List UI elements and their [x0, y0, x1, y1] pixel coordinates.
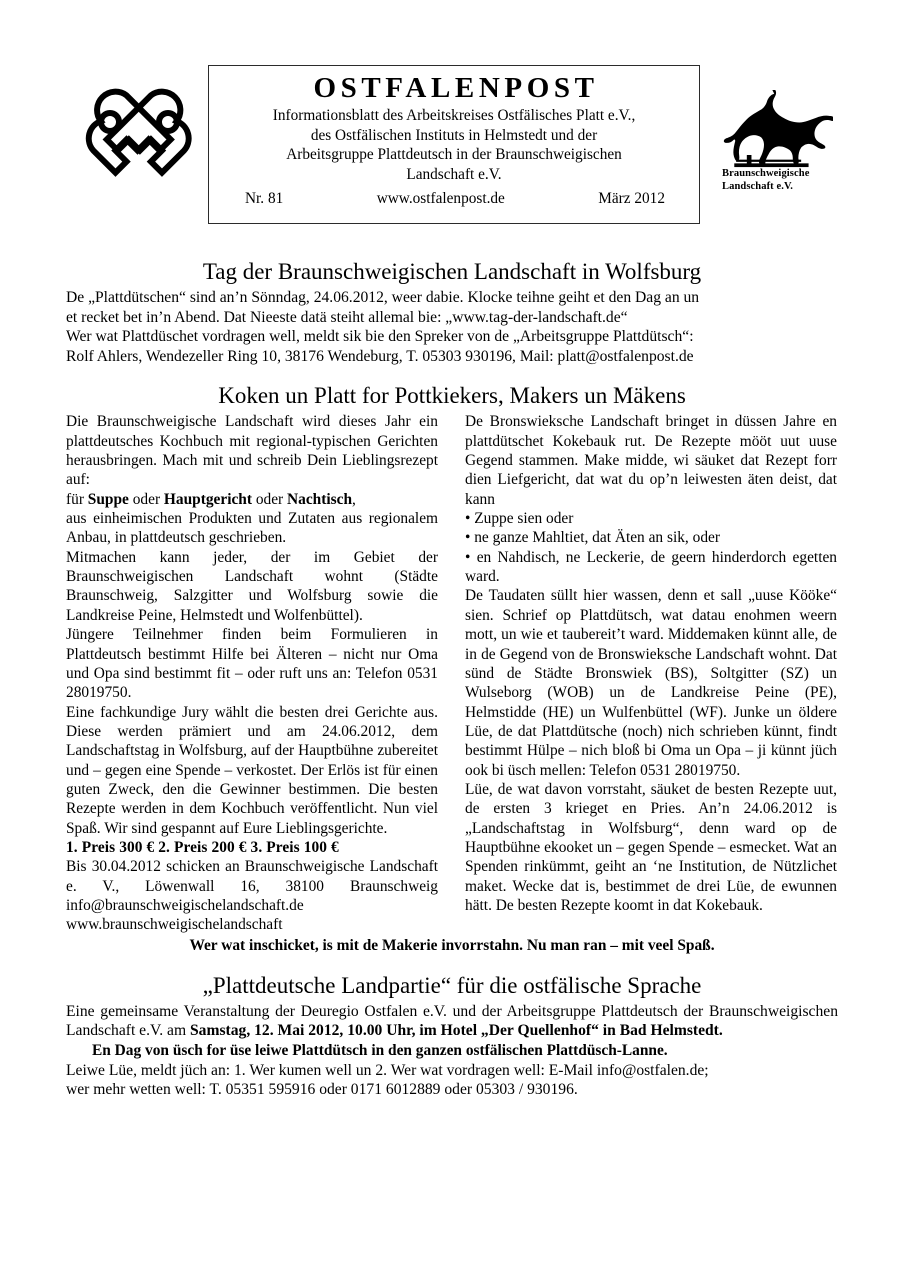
article-3-title: „Plattdeutsche Landpartie“ für die ostfälische Sprache [202, 972, 702, 998]
article-1-line-1: De „Plattdütschen“ sind an’n Sönndag, 24.06.2012, weer dabie. Klocke teihne geiht et den Dag an un [66, 289, 700, 306]
right-bullet-1: • Zuppe sien oder [465, 510, 574, 528]
subtitle-line-1: Informationsblatt des Arbeitskreises Ostfälisches Platt e.V., [272, 107, 636, 124]
dish-type-suppe: Suppe [87, 490, 129, 508]
left-p3: aus einheimischen Produkten und Zutaten aus regionalem Anbau, in plattdeutsch geschrieben. [66, 510, 438, 547]
issue-date: März 2012 [598, 190, 665, 208]
subtitle-line-4: Landschaft e.V. [406, 165, 502, 183]
issue-info-row [209, 184, 699, 208]
left-p2-suffix: , [352, 490, 356, 508]
logo-org-line-1: Braunschweigische [722, 168, 810, 179]
dish-type-hauptgericht: Hauptgericht [163, 490, 252, 508]
publication-title: OSTFALENPOST [313, 72, 599, 104]
left-p7-address: Bis 30.04.2012 schicken an Braunschweigische Landschaft e. V., Löwenwall 16, 38100 Braunschweig info@braunschweigischelandschaft.de [66, 858, 438, 914]
left-column [66, 412, 438, 934]
article-2-footer: Wer wat inschicket, is mit de Makerie invorrstahn. Nu man ran – mit veel Spaß. [189, 936, 715, 954]
article-1-line-2: et recket bet in’n Abend. Dat Nieeste datä steiht allemal bie: „www.tag-der-landschaft.de“ [66, 308, 628, 326]
masthead [0, 62, 904, 242]
right-bullet-2: • ne ganze Mahltiet, dat Äten an sik, oder [465, 529, 720, 547]
article-3-intro [66, 1002, 838, 1042]
right-p2: De Taudaten süllt hier wassen, denn et sall „uuse Kööke“ sien. Schrief op Plattdütsch, wat datau enohmen weern mott, un wie et taubereit’t ward. Middemaken künnt alle, de in de Gegend von de Bronswieksche Landschaft wohnt. Dat sünd de Städte Bronswiek (BS), Soltgitter (SZ) un Wulseborg (WOB) un de Landkreise Peine (PE), Helmstidde (HE) un Wulfenbüttel (WF). Junke un öldere Lüe, de dat Plattdütsche (noch) nich schrieben künnt, findt bestimmt Hülpe – nich bloß bi Oma un Opa – ji künnt jüch ook bi üsch mellen: Telefon 0531 28019750. [465, 587, 837, 779]
issue-number: Nr. 81 [245, 190, 284, 208]
left-p1: Die Braunschweigische Landschaft wird dieses Jahr ein plattdeutsches Kochbuch mit regional-typischen Gerichten herausbringen. Mach mit und schreib Dein Lieblingsrezept auf: [66, 413, 438, 489]
right-bullet-3: • en Nahdisch, ne Leckerie, de geern hinderdorch egetten ward. [465, 548, 837, 586]
website-url[interactable]: www.ostfalenpost.de [376, 190, 505, 208]
article-3-line-1: Leiwe Lüe, meldt jüch an: 1. Wer kumen well un 2. Wer wat vordragen well: E-Mail info@ostfalen.de; [66, 1061, 709, 1079]
article-3-event-details: Samstag, 12. Mai 2012, 10.00 Uhr, im Hotel „Der Quellenhof“ in Bad Helmstedt. [190, 1022, 723, 1040]
publication-subtitle [209, 105, 699, 184]
rearing-horse-icon [712, 88, 842, 168]
article-1-title: Tag der Braunschweigischen Landschaft in Wolfsburg [202, 259, 702, 284]
two-column-block [66, 412, 838, 934]
left-p4: Mitmachen kann jeder, der im Gebiet der Braunschweigischen Landschaft wohnt (Städte Braunschweig, Salzgitter und Wolfsburg sowie die Landkreise Peine, Helmstedt und Wolfenbüttel). [66, 548, 438, 624]
article-3-slogan: En Dag von üsch for üse leiwe Plattdütsch in den ganzen ostfälischen Plattdüsch-Lanne. [92, 1042, 668, 1060]
right-column [465, 412, 837, 934]
right-p3: Lüe, de wat davon vorrstaht, säuket de besten Rezepte uut, de ersten 3 krieget en Pries. An’n 24.06.2012 is „Landschaftstag in Wolfsburg“, denn ward op de Hauptbühne ekooket un – gegen Spende – esmecket. Wat an Spenden rinkümmt, geiht an ‘ne Institution, de Nützlichet maket. Wecke dat is, bestimmet de drei Lüe, de ewunnen hätt. De besten Rezepte koomt in dat Kokebauk. [465, 780, 837, 914]
braunschweigische-landschaft-logo [712, 88, 842, 208]
left-p2-mid2: oder [251, 490, 288, 508]
logo-org-line-2: Landschaft e.V. [722, 180, 794, 192]
article-3-line-2: wer mehr wetten well: T. 05351 595916 oder 0171 6012889 oder 05303 / 930196. [66, 1081, 578, 1099]
left-p6: Eine fachkundige Jury wählt die besten drei Gerichte aus. Diese werden prämiert und am 24.06.2012, dem Landschaftstag in Wolfsburg, auf der Hauptbühne zubereitet und – gegen eine Spende – verkostet. Der Erlös ist für einen guten Zweck, den die Gewinner bestimmen. Die besten Rezepte werden in dem Kochbuch veröffentlicht. Nun viel Spaß. Wir sind gespannt auf Eure Lieblingsgerichte. [66, 703, 438, 837]
article-plattdeutsche-landpartie [66, 972, 838, 1100]
ostfalen-crossed-keys-logo [78, 84, 200, 196]
prize-list: 1. Preis 300 € 2. Preis 200 € 3. Preis 100 € [66, 838, 339, 856]
left-p5: Jüngere Teilnehmer finden beim Formulieren in Plattdeutsch bestimmt Hilfe bei Älteren – nicht nur Oma und Opa sind bestimmt fit – oder ruft uns an: Telefon 0531 28019750. [66, 626, 438, 702]
article-koken-un-platt [66, 382, 838, 955]
subtitle-line-3: Arbeitsgruppe Plattdeutsch in der Braunschweigischen [286, 146, 622, 164]
logo-org-name [712, 168, 842, 193]
left-p2-dish-types [66, 490, 438, 509]
right-p1: De Bronswieksche Landschaft bringet in düssen Jahre en plattdütschet Kokebauk rut. De Rezepte mööt uut uuse Gegend stammen. Make midde, wi säuket dat Rezept forr dien Liefgericht, dat wat du op’n leiwesten äten deist, dat kann [465, 413, 837, 508]
article-2-title: Koken un Platt for Pottkiekers, Makers un Mäkens [218, 383, 686, 409]
left-p8-website[interactable]: www.braunschweigischelandschaft [66, 916, 283, 934]
dish-type-nachtisch: Nachtisch [287, 490, 353, 508]
masthead-box [208, 65, 700, 224]
left-p2-mid1: oder [128, 490, 164, 508]
article-1-line-3: Wer wat Plattdüschet vordragen well, meldt sik bie den Spreker von de „Arbeitsgruppe Plattdütsch“: [66, 328, 694, 346]
article-tag-der-landschaft [66, 258, 838, 366]
left-p2-prefix: für [66, 490, 88, 508]
article-3-intro-plain: Eine gemeinsame Veranstaltung der Deuregio Ostfalen e.V. und der Arbeitsgruppe Plattdeutsch der Braunschweigischen Landschaft e.V. am [66, 1002, 838, 1040]
subtitle-line-2: des Ostfälischen Instituts in Helmstedt und der [310, 126, 598, 144]
content-area [0, 258, 904, 1100]
article-1-line-4: Rolf Ahlers, Wendezeller Ring 10, 38176 Wendeburg, T. 05303 930196, Mail: platt@ostfalenpost.de [66, 347, 694, 365]
